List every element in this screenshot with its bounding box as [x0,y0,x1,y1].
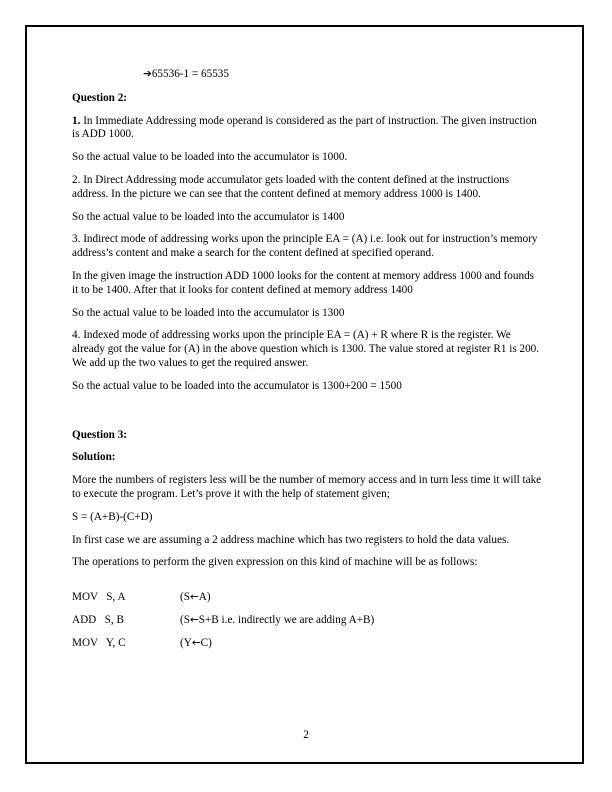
code-comment: (S←A) [180,591,211,604]
code-line [72,591,542,605]
code-comment: (S←S+B i.e. indirectly we are adding A+B) [180,613,375,626]
q2-paragraph-6: In the given image the instruction ADD 1000 looks for the content at memory address 1000 and founds it to be 1400. After that it looks for content defined at memory address 1400 [72,269,535,296]
code-instruction: ADD S, B [72,613,124,626]
q2-paragraph-2: So the actual value to be loaded into the accumulator is 1000. [72,151,348,164]
left-arrow-icon: ← [189,613,199,626]
left-arrow-icon: ← [189,591,199,604]
code-instruction: MOV Y, C [72,636,126,649]
solution-heading: Solution: [72,451,116,464]
q3-paragraph-4: The operations to perform the given expression on this kind of machine will be as follows: [72,556,478,569]
q2-item-number: 1. [72,114,81,127]
document-body [72,68,542,660]
q2-paragraph-7: So the actual value to be loaded into the accumulator is 1300 [72,306,345,319]
q2-paragraph-4: So the actual value to be loaded into the accumulator is 1400 [72,210,345,223]
q2-paragraph-1-text: In Immediate Addressing mode operand is considered as the part of instruction. The given instruction is ADD 1000. [72,114,537,141]
code-line [72,614,542,628]
q3-paragraph-3: In first case we are assuming a 2 address machine which has two registers to hold the data values. [72,533,510,546]
q2-paragraph-9: So the actual value to be loaded into the accumulator is 1300+200 = 1500 [72,379,402,392]
code-spacer [72,579,542,591]
q2-paragraph-8: 4. Indexed mode of addressing works upon the principle EA = (A) + R where R is the register. We already got the value for (A) in the above question which is 1300. The value stored at register R1 is 200. We add up the two values to get the required answer. [72,329,540,369]
question-3-heading: Question 3: [72,428,128,441]
q2-paragraph-1 [72,115,542,143]
left-arrow-icon: ← [191,636,201,649]
arrow-result-text: 65536-1 = 65535 [151,68,229,80]
code-line [72,637,542,651]
section-spacer [72,403,542,429]
q3-paragraph-1: More the numbers of registers less will be the number of memory access and in turn less time it will take to execute the program. Let’s prove it with the help of statement given; [72,474,542,500]
question-2-heading: Question 2: [72,91,128,104]
q2-paragraph-5: 3. Indirect mode of addressing works upon the principle EA = (A) i.e. look out for instruction’s memory address’s content and make a search for the content defined at specified operand. [72,233,538,260]
arrow-result-line [72,68,542,82]
right-arrow-icon: ➔ [143,68,152,80]
page-number: 2 [303,729,309,741]
code-instruction: MOV S, A [72,591,126,604]
code-comment: (Y←C) [180,636,212,649]
q2-paragraph-3: 2. In Direct Addressing mode accumulator gets loaded with the content defined at the instructions address. In the picture we can see that the content defined at memory address 1000 is 1400. [72,173,510,200]
q3-expression: S = (A+B)-(C+D) [72,510,153,523]
